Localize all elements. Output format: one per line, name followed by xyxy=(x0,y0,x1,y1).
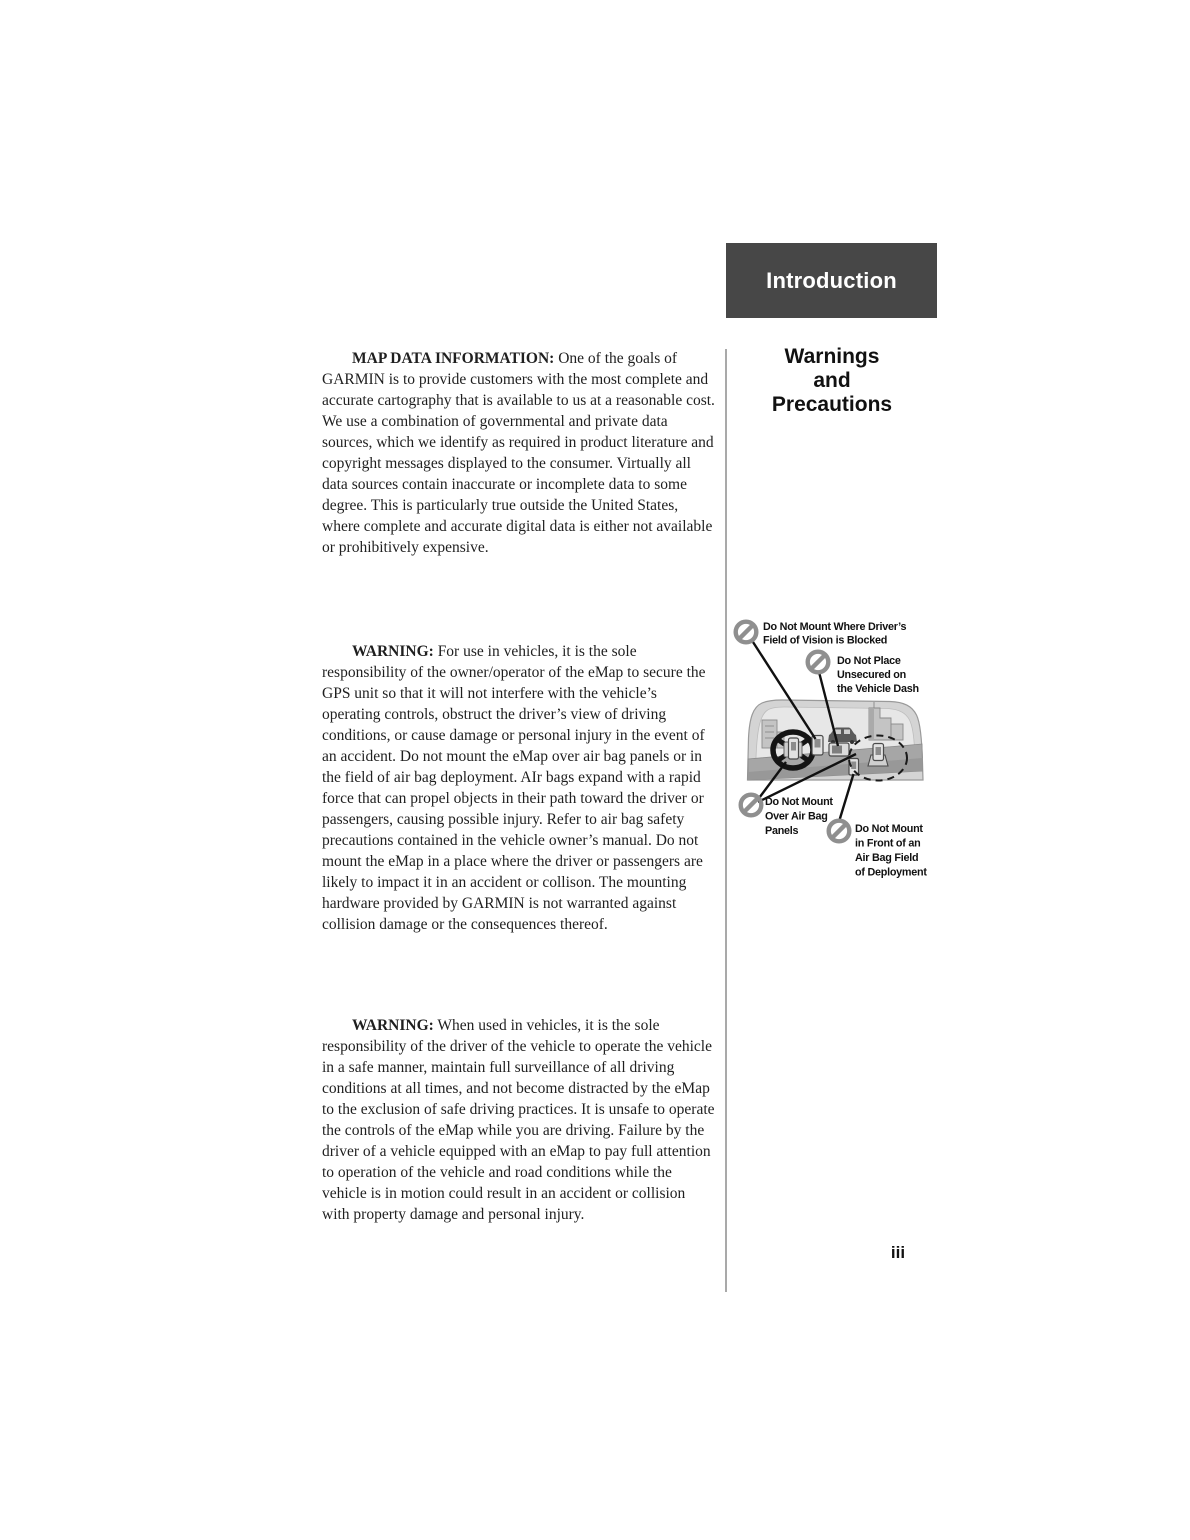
diagram-label-line: the Vehicle Dash xyxy=(837,682,919,695)
diagram-label-line: Field of Vision is Blocked xyxy=(763,634,888,647)
diagram-label-line: Do Not Place xyxy=(837,654,901,667)
paragraph-warning-driving xyxy=(322,1015,716,1225)
diagram-label-line: of Deployment xyxy=(855,866,927,879)
diagram-label-line: Unsecured on xyxy=(837,668,906,681)
emap-unsecured-on-dash xyxy=(829,743,849,756)
paragraph-lead: MAP DATA INFORMATION: xyxy=(352,350,555,367)
paragraph-body: When used in vehicles, it is the sole responsibility of the driver of the vehicle to operate the vehicle in a safe manner, maintain full surveillance of all driving conditions at all times, and not become distracted by the eMap to the exclusion of safe driving practices. It is unsafe to operate the controls of the eMap while you are driving. Failure by the driver of a vehicle equipped with an eMap to pay full attention to operation of the vehicle and road conditions while the vehicle is in motion could result in an accident or collision with property damage and personal injury. xyxy=(322,1017,715,1223)
paragraph-warning-mounting xyxy=(322,641,716,935)
diagram-label-deployment-field xyxy=(855,823,927,879)
paragraph-body: For use in vehicles, it is the sole responsibility of the owner/operator of the eMap to secure the GPS unit so that it will not interfere with the vehicle’s operating controls, obstruct the driver’s view of driving conditions, or cause damage or personal injury in the event of an accident. Do not mount the eMap over air bag panels or in the field of air bag deployment. AIr bags expand with a rapid force that can propel objects in their path toward the driver or passengers, causing possible injury. Refer to air bag safety precautions contained in the vehicle owner’s manual. Do not mount the eMap in a place where the driver or passengers are likely to impact it in an accident or collison. The mounting hardware provided by GARMIN is not warranted against collision damage or the consequences thereof. xyxy=(322,643,706,933)
diagram-label-line: Air Bag Field xyxy=(855,851,919,864)
diagram-label-field-of-vision xyxy=(763,621,906,647)
no-symbol-icon xyxy=(736,622,757,643)
leader-line xyxy=(840,774,854,820)
sidebar-title-line: and xyxy=(813,369,851,392)
section-header xyxy=(726,243,937,318)
emap-blocking-vision xyxy=(812,736,823,756)
sidebar-title-line: Precautions xyxy=(771,393,893,416)
mounting-warning-diagram xyxy=(722,608,947,908)
diagram-label-line: Do Not Mount Where Driver’s xyxy=(763,620,907,633)
section-header-label: Introduction xyxy=(766,267,897,293)
emap-on-wheel xyxy=(789,738,799,759)
no-symbol-icon xyxy=(829,821,850,842)
no-symbol-icon xyxy=(808,652,829,673)
diagram-label-air-bag-panels xyxy=(765,796,833,837)
diagram-label-line: Panels xyxy=(765,824,799,837)
diagram-label-line: Over Air Bag xyxy=(765,810,828,823)
car-illustration xyxy=(748,700,924,781)
diagram-label-unsecured xyxy=(837,655,919,695)
diagram-label-line: in Front of an xyxy=(855,837,921,850)
diagram-label-line: Do Not Mount xyxy=(855,822,923,835)
page-number: iii xyxy=(890,1243,906,1262)
paragraph-map-data-information xyxy=(322,348,716,558)
diagram-label-line: Do Not Mount xyxy=(765,795,833,808)
no-symbol-icon xyxy=(741,795,762,816)
sidebar-title xyxy=(724,345,940,417)
sidebar-title-line: Warnings xyxy=(784,345,880,368)
paragraph-body: One of the goals of GARMIN is to provide customers with the most complete and accurate cartography that is available to us at a reasonable cost. We use a combination of governmental and private data sources, which we identify as required in product literature and copyright messages displayed to the consumer. Virtually all data sources contain inaccurate or incomplete data to some degree. This is particularly true outside the United States, where complete and accurate digital data is either not available or prohibitively expensive. xyxy=(322,350,715,556)
paragraph-lead: WARNING: xyxy=(352,643,434,660)
paragraph-lead: WARNING: xyxy=(352,1017,434,1034)
